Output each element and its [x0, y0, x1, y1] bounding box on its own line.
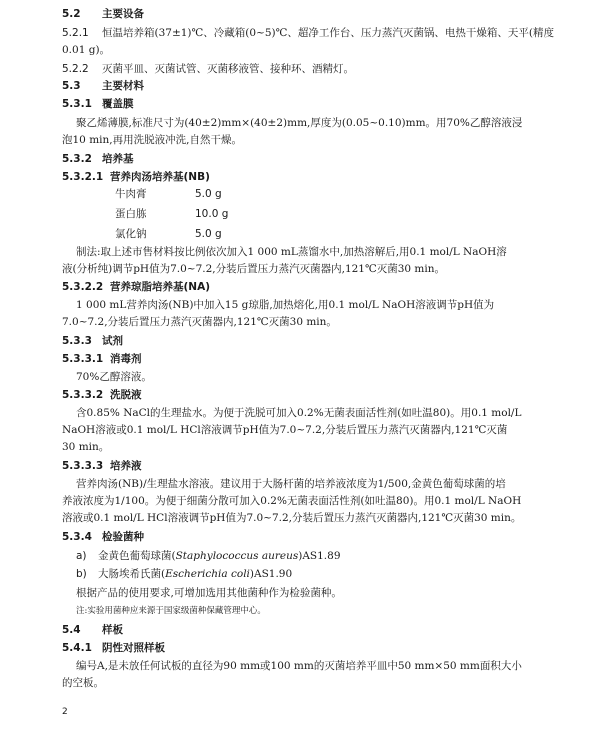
para-na-line2: 7.0~7.2,分装后置压力蒸汽灭菌器内,121℃灭菌30 min。 — [62, 316, 337, 328]
para-5-2-1-line1: 5.2.1 恒温培养箱(37±1)℃、冷藏箱(0~5)℃、超净工作台、压力蒸汽灭菌锅、电热干燥箱、天平(精度 — [62, 27, 554, 39]
heading-5-3-2-1: 5.3.2.1 营养肉汤培养基(NB) — [62, 171, 210, 183]
heading-5-3: 5.3 主要材料 — [62, 80, 144, 92]
page-number: 2 — [62, 707, 68, 717]
para-5-3-1-line2: 泡10 min,再用洗脱液冲洗,自然干燥。 — [62, 134, 242, 146]
table-row: 氯化钠 5.0 g — [115, 227, 222, 240]
para-5-4-1-line2: 的空板。 — [62, 677, 104, 689]
para-5-3-1-line1: 聚乙烯薄膜,标准尺寸为(40±2)mm×(40±2)mm,厚度为(0.05~0.10)mm。用70%乙醇溶液浸 — [76, 117, 523, 129]
heading-5-4-1: 5.4.1 阴性对照样板 — [62, 642, 165, 654]
table-row: 蛋白胨 10.0 g — [115, 207, 229, 220]
para-strain-text: 根据产品的使用要求,可增加选用其他菌种作为检验菌种。 — [76, 587, 342, 599]
para-nb-method-line1: 制法:取上述市售材料按比例依次加入1 000 mL蒸馏水中,加热溶解后,用0.1 mol/L NaOH溶 — [76, 246, 507, 258]
heading-5-4: 5.4 样板 — [62, 624, 123, 636]
note-strain-source: 注:实验用菌种应来源于国家级菌种保藏管理中心。 — [76, 606, 266, 616]
para-nb-method-line2: 液(分析纯)调节pH值为7.0~7.2,分装后置压力蒸汽灭菌器内,121℃灭菌30 min。 — [62, 263, 446, 275]
para-5-3-3-3-line3: 溶液或0.1 mol/L HCl溶液调节pH值为7.0~7.2,分装后置压力蒸汽灭菌器内,121℃灭菌30 min。 — [62, 512, 522, 524]
heading-5-2: 5.2 主要设备 — [62, 8, 144, 20]
para-5-3-3-3-line2: 养液浓度为1/100。为便于细菌分散可加入0.2%无菌表面活性剂(如吐温80)。用0.1 mol/L NaOH — [62, 495, 522, 507]
heading-5-3-1: 5.3.1 覆盖膜 — [62, 98, 134, 110]
list-item-strain-b: b) 大肠埃希氏菌(Escherichia coli)AS1.90 — [76, 568, 293, 580]
heading-5-3-2-2: 5.3.2.2 营养琼脂培养基(NA) — [62, 281, 211, 293]
para-5-3-3-2-line3: 30 min。 — [62, 441, 110, 453]
para-5-4-1-line1: 编号A,是未放任何试板的直径为90 mm或100 mm的灭菌培养平皿中50 mm×50 mm面积大小 — [76, 660, 522, 672]
para-5-3-3-3-line1: 营养肉汤(NB)/生理盐水溶液。建议用于大肠杆菌的培养液浓度为1/500,金黄色葡萄球菌的培 — [76, 478, 506, 490]
para-5-2-2: 5.2.2 灭菌平皿、灭菌试管、灭菌移液管、接种环、酒精灯。 — [62, 63, 354, 75]
para-na-line1: 1 000 mL营养肉汤(NB)中加入15 g琼脂,加热熔化,用0.1 mol/L NaOH溶液调节pH值为 — [76, 299, 495, 311]
para-5-3-3-1: 70%乙醇溶液。 — [76, 371, 152, 383]
table-row: 牛肉膏 5.0 g — [115, 187, 222, 200]
heading-5-3-3-1: 5.3.3.1 消毒剂 — [62, 353, 142, 365]
heading-5-3-2: 5.3.2 培养基 — [62, 153, 134, 165]
nb-composition-table — [115, 184, 255, 244]
para-5-3-3-2-line1: 含0.85% NaCl的生理盐水。为便于洗脱可加入0.2%无菌表面活性剂(如吐温80)。用0.1 mol/L — [76, 407, 522, 419]
list-item-strain-a: a) 金黄色葡萄球菌(Staphylococcus aureus)AS1.89 — [76, 550, 341, 562]
heading-5-3-3-2: 5.3.3.2 洗脱液 — [62, 389, 142, 401]
para-5-2-1-line2: 0.01 g)。 — [62, 44, 111, 56]
heading-5-3-4: 5.3.4 检验菌种 — [62, 531, 144, 543]
heading-5-3-3: 5.3.3 试剂 — [62, 335, 123, 347]
para-5-3-3-2-line2: NaOH溶液或0.1 mol/L HCl溶液调节pH值为7.0~7.2,分装后置压力蒸汽灭菌器内,121℃灭菌 — [62, 424, 508, 436]
heading-5-3-3-3: 5.3.3.3 培养液 — [62, 460, 142, 472]
